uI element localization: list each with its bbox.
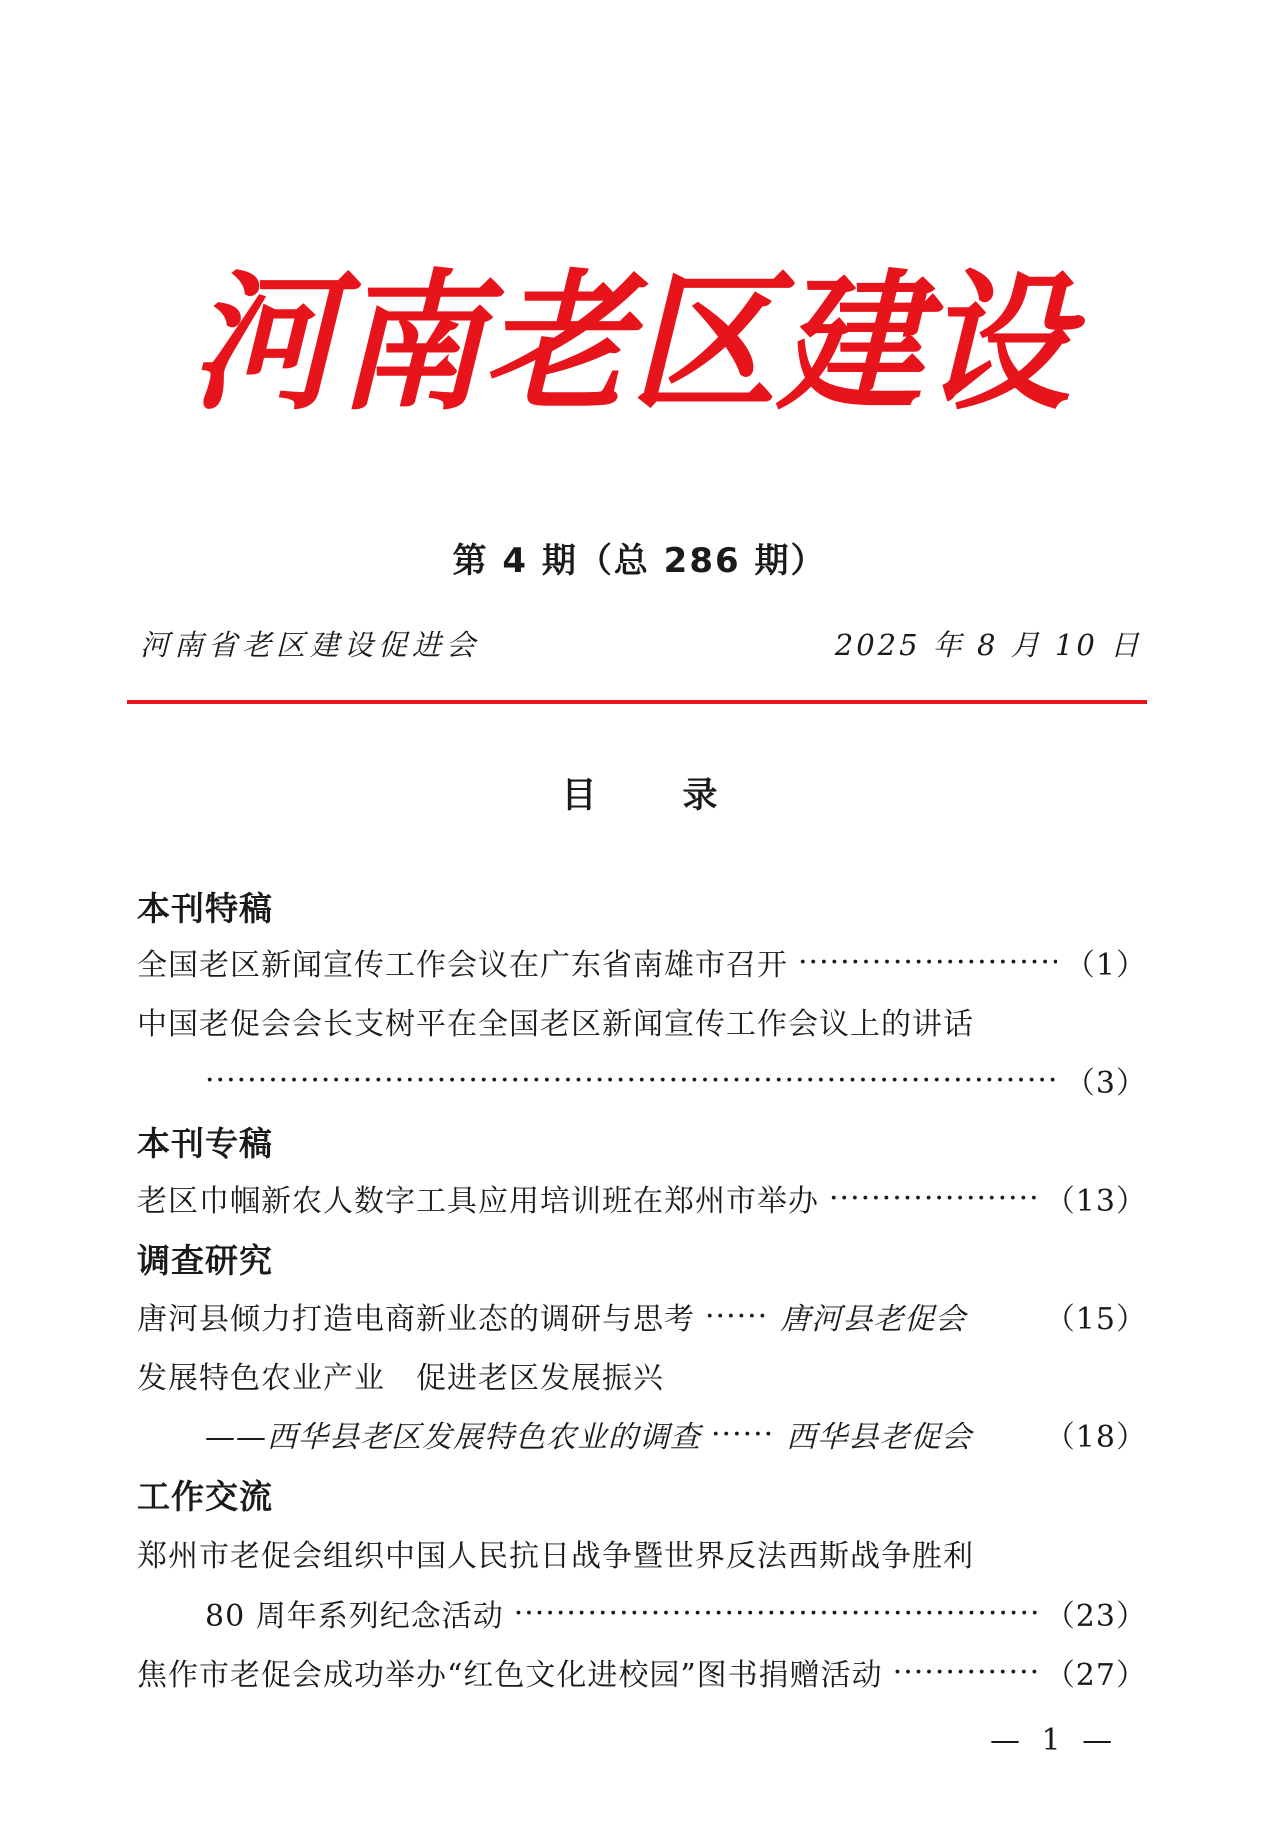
toc-entry-author: 唐河县老促会 bbox=[780, 1302, 967, 1337]
toc-title-char-1: 目 bbox=[561, 776, 597, 816]
toc-entry-page: （3） bbox=[1064, 1066, 1147, 1101]
toc-entry-subtitle: ——西华县老区发展特色农业的调查 bbox=[205, 1420, 701, 1455]
toc-entry-title: 郑州市老促会组织中国人民抗日战争暨世界反法西斯战争胜利 bbox=[137, 1539, 974, 1574]
toc-entry-title: 唐河县倾力打造电商新业态的调研与思考 bbox=[137, 1302, 695, 1337]
dot-leader bbox=[829, 1181, 1037, 1216]
issue-line: 第 4 期（总 286 期） bbox=[452, 541, 827, 581]
dot-leader bbox=[893, 1655, 1037, 1690]
dot-leader bbox=[514, 1596, 1037, 1631]
toc-entry[interactable] bbox=[137, 1352, 1147, 1398]
toc-entry-title: 焦作市老促会成功举办“红色文化进校园”图书捐赠活动 bbox=[137, 1658, 883, 1693]
masthead-logo bbox=[190, 245, 1090, 445]
publisher: 河南省老区建设促进会 bbox=[140, 628, 481, 662]
toc-entry-page: （15） bbox=[1044, 1302, 1147, 1337]
section-heading: 本刊专稿 bbox=[137, 1124, 273, 1163]
toc-entry-author: 西华县老促会 bbox=[786, 1420, 973, 1455]
masthead-logo-text: 河南老区建设 bbox=[190, 255, 1087, 431]
toc-entry-continuation[interactable] bbox=[205, 1411, 1147, 1457]
section-heading: 本刊特稿 bbox=[137, 889, 273, 928]
toc-entry-title: 发展特色农业产业 促进老区发展振兴 bbox=[137, 1361, 664, 1396]
toc-entry-title: 老区巾帼新农人数字工具应用培训班在郑州市举办 bbox=[137, 1184, 819, 1219]
dot-leader bbox=[705, 1299, 768, 1334]
page-number: — 1 — bbox=[990, 1723, 1119, 1758]
masthead-logo-svg bbox=[190, 245, 1090, 445]
toc-entry[interactable] bbox=[137, 939, 1147, 985]
toc-entry-page: （27） bbox=[1044, 1658, 1147, 1693]
toc-entry-page: （1） bbox=[1064, 948, 1147, 983]
toc-entry[interactable] bbox=[137, 1530, 1147, 1576]
toc-entry-title: 中国老促会会长支树平在全国老区新闻宣传工作会议上的讲话 bbox=[137, 1007, 974, 1042]
toc-entry-page: （18） bbox=[1044, 1420, 1147, 1455]
dot-leader bbox=[205, 1063, 1057, 1098]
section-heading: 工作交流 bbox=[137, 1477, 273, 1516]
issue-date: 2025 年 8 月 10 日 bbox=[834, 628, 1142, 662]
toc-entry[interactable] bbox=[137, 1649, 1147, 1695]
toc-title bbox=[0, 768, 1279, 818]
toc-entry[interactable] bbox=[137, 1293, 1147, 1339]
toc-entry-continuation-title: 80 周年系列纪念活动 bbox=[205, 1599, 504, 1634]
toc-entry-continuation[interactable] bbox=[205, 1057, 1147, 1103]
toc-entry[interactable] bbox=[137, 998, 1147, 1044]
toc-title-char-2: 录 bbox=[682, 776, 718, 816]
section-heading: 调查研究 bbox=[137, 1241, 273, 1280]
toc-entry-page: （23） bbox=[1044, 1599, 1147, 1634]
dot-leader bbox=[711, 1417, 774, 1452]
toc-entry-continuation[interactable] bbox=[205, 1590, 1147, 1636]
toc-entry[interactable] bbox=[137, 1175, 1147, 1221]
toc-entry-page: （13） bbox=[1044, 1184, 1147, 1219]
dot-leader bbox=[798, 945, 1057, 980]
red-divider bbox=[127, 700, 1147, 704]
toc-entry-title: 全国老区新闻宣传工作会议在广东省南雄市召开 bbox=[137, 948, 788, 983]
